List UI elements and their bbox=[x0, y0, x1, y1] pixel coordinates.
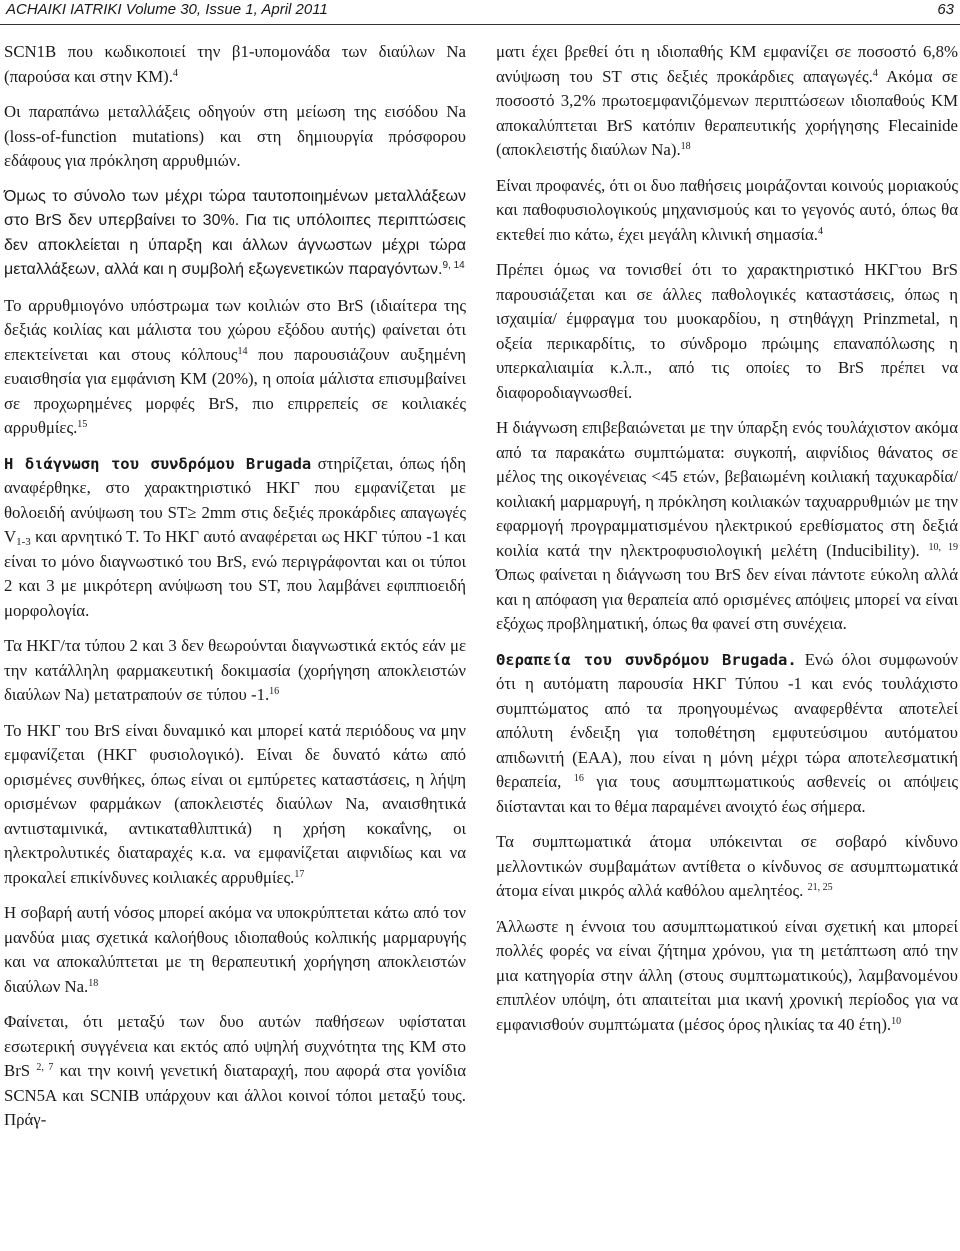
citation: 18 bbox=[680, 141, 691, 152]
citation: 17 bbox=[294, 868, 305, 880]
paragraph: Τα συμπτωματικά άτομα υπόκεινται σε σοβαρό κίνδυνο μελλοντικών συμβαμάτων αντίθετα ο κίνδυνος σε ασυμπτωματικά άτομα είναι μικρός αλλά καθόλου αμελητέος. $^{21, 25}$ bbox=[496, 832, 958, 900]
citation: 4 bbox=[818, 225, 823, 237]
citation: 10 bbox=[891, 1015, 902, 1027]
citation: 18 bbox=[88, 977, 99, 989]
page-number: 63 bbox=[937, 1, 954, 18]
section-heading: Θεραπεία του συνδρόμου Brugada. bbox=[496, 650, 797, 669]
citation: 2, 7 bbox=[36, 1062, 54, 1073]
running-header bbox=[0, 0, 960, 25]
left-column bbox=[4, 40, 466, 1144]
paragraph: Όμως το σύνολο των μέχρι τώρα ταυτοποιημένων μεταλλάξεων στο BrS δεν υπερβαίνει το 30%. Για τις υπόλοιπες περιπτώσεις δεν αποκλείεται η ύπαρξη και άλλων άγνωστων μέχρι τώρα μεταλλάξεων, αλλά και η συμβολή εξωγενετικών παραγόντων.$^{9, 14}$ bbox=[4, 187, 466, 278]
paragraph: Η σοβαρή αυτή νόσος μπορεί ακόμα να υποκρύπτεται κάτω από τον μανδύα μιας σχετικά καλοήθους ιδιοπαθούς κολπικής μαρμαρυγής και να αποκαλύπτεται με τη θεραπευτική χορήγηση αποκλειστών διαύλων Na.$^{18}$ bbox=[4, 903, 466, 996]
citation: 21, 25 bbox=[807, 882, 833, 893]
paragraph: ματι έχει βρεθεί ότι η ιδιοπαθής ΚΜ εμφανίζει σε ποσοστό 6,8% ανύψωση του ST στις δεξιές προκάρδιες απαγωγές.$^4$ Ακόμα σε ποσοστό 3,2% πρωτοεμφανιζόμενων περιπτώσεων ιδιοπαθούς ΚΜ αποκαλύπτεται BrS κατόπιν θεραπευτικής χορήγησης Flecainide (αποκλειστής διαύλων Na).$^{18}$ bbox=[496, 42, 958, 159]
citation: 10, 19 bbox=[928, 541, 958, 553]
paragraph: Άλλωστε η έννοια του ασυμπτωματικού είναι σχετική και μπορεί πολλές φορές να είναι ζήτημα χρόνου, για τη μετάπτωση από την μια κατηγορία στην άλλη (στους συμπτωματικούς), λαμβανομένου επιπλέον υπόψη, ότι απαιτείται μια ικανή χρονική περίοδος για να εμφανισθούν συμπτώματα (μέσος όρος ηλικίας τα 40 έτη).$^{10}$ bbox=[496, 916, 958, 1034]
citation: 16 bbox=[269, 686, 280, 697]
journal-title: ACHAIKI IATRIKI Volume 30, Issue 1, April 2011 bbox=[6, 1, 328, 18]
citation: 4 bbox=[172, 67, 178, 79]
paragraph: Θεραπεία του συνδρόμου Brugada. Ενώ όλοι συμφωνούν ότι η αυτόματη παρουσία ΗΚΓ Τύπου -1 και ενός τουλάχιστο συμπτώματος από τα προηγουμένως αναφερθέντα αποτελεί απόλυτη ένδειξη για τοποθέτηση εμφυτεύσιμου αυτόματου απιδωνιτή (ΕΑΑ), που είναι η μόνη μέχρι τώρα αποτελεσματική θεραπεία, $^{16}$ για τους ασυμπτωματικούς ασθενείς οι απόψεις διίστανται και το θέμα παραμένει ανοιχτό έως σήμερα. bbox=[496, 649, 958, 816]
citation: 4 bbox=[872, 67, 878, 79]
paragraph: Οι παραπάνω μεταλλάξεις οδηγούν στη μείωση της εισόδου Na (loss-of-function mutations) και στη δημιουργία πρόσφορου εδάφους για πρόκληση αρρυθμιών. bbox=[4, 102, 466, 170]
citation: 14 bbox=[237, 345, 248, 357]
paragraph: Είναι προφανές, ότι οι δυο παθήσεις μοιράζονται κοινούς μοριακούς και παθοφυσιολογικούς μηχανισμούς και το γεγονός αυτό, όπως θα εκτεθεί πιο κάτω, έχει μεγάλη κλινική σημασία.$^4$ bbox=[496, 175, 958, 244]
paragraph: Το ΗΚΓ του BrS είναι δυναμικό και μπορεί κατά περιόδους να μην εμφανίζεται (ΗΚΓ φυσιολογικό). Είναι δε δυνατό κάτω από ορισμένες συνθήκες, όπως είναι οι εμπύρετες καταστάσεις, η λήψη ορισμένων φαρμάκων (αποκλειστές διαύλων Na, αναισθητικά αντιισταμινικά, αντικαταθλιπτικά) η χρήση κοκαΐνης, οι ηλεκτρολυτικές διαταραχές κ.α. να εμφανίζεται αιφνιδίως και να προκαλεί επικίνδυνες κοιλιακές αρρυθμίες.$^{17}$ bbox=[4, 720, 466, 887]
citation: 16 bbox=[573, 773, 584, 784]
citation: 15 bbox=[77, 419, 88, 430]
paragraph: SCN1B που κωδικοποιεί την β1-υπομονάδα των διαύλων Na (παρούσα και στην ΚΜ).$^4$ bbox=[4, 42, 466, 86]
section-heading: Η διάγνωση του συνδρόμου Brugada bbox=[4, 454, 312, 473]
paragraph: Πρέπει όμως να τονισθεί ότι το χαρακτηριστικό ΗΚΓτου BrS παρουσιάζεται και σε άλλες παθολογικές καταστάσεις, όπως η ισχαιμία/ έμφραγμα του μυοκαρδίου, η στηθάγχη Prinzmetal, η οξεία περικαρδίτις, το σύνδρομο πρώιμης επαναπόλωσης η υπερκαλιαιμία κ.λ.π., από τις οποίες το BrS πρέπει να διαφοροδιαγνωσθεί. bbox=[496, 260, 958, 402]
right-column bbox=[496, 40, 958, 1048]
paragraph: Η διάγνωση του συνδρόμου Brugada στηρίζεται, όπως ήδη αναφέρθηκε, στο χαρακτηριστικό ΗΚΓ που εμφανίζεται με θολοειδή ανύψωση του ST≥ 2mm στις δεξιές προκάρδιες απαγωγές $V_{1-3}$ και αρνητικό Τ. Το ΗΚΓ αυτό αναφέρεται ως ΗΚΓ τύπου -1 και είναι το μόνο διαγνωστικό του BrS, ενώ περιγράφονται και οι τύποι 2 και 3 με μικρότερη ανύψωση του ST, που λαμβάνει εφιππιοειδή μορφολογία. bbox=[4, 453, 466, 620]
paragraph: Τα ΗΚΓ/τα τύπου 2 και 3 δεν θεωρούνται διαγνωστικά εκτός εάν με την κατάλληλη φαρμακευτική δοκιμασία (χορήγηση αποκλειστών διαύλων Na) μετατραπούν σε τύπου -1.16 bbox=[4, 636, 466, 704]
paragraph: Φαίνεται, ότι μεταξύ των δυο αυτών παθήσεων υφίσταται εσωτερική συγγένεια και εκτός από υψηλή συχνότητα της ΚΜ στο BrS $^{2, 7}$ και την κοινή γενετική διαταραχή, που αφορά στα γονίδια SCN5A και SCNIB υπάρχουν και άλλοι κοινοί τόποι μεταξύ τους. Πράγ- bbox=[4, 1012, 467, 1129]
paragraph: Το αρρυθμιογόνο υπόστρωμα των κοιλιών στο BrS (ιδιαίτερα της δεξιάς κοιλίας και μάλιστα του χώρου εξόδου αυτής) φαίνεται ότι επεκτείνεται και στους κόλπους$^{14}$ που παρουσιάζουν αυξημένη ευαισθησία για εμφάνιση ΚΜ (20%), η οποία μάλιστα επισυμβαίνει σε προχωρημένες μορφές BrS, πιο επιρρεπείς σε κοιλιακές αρρυθμίες.$^{15}$ bbox=[4, 295, 467, 437]
paragraph: Η διάγνωση επιβεβαιώνεται με την ύπαρξη ενός τουλάχιστον ακόμα από τα παρακάτω συμπτώματα: συγκοπή, αιφνίδιος θάνατος σε μέλος της οικογένειας <45 ετών, βεβαιωμένη κοιλιακή ταχυκαρδία/κοιλιακή μαρμαρυγή, η πρόκληση κοιλιακών ταχυαρρυθμιών με την εφαρμογή προγραμματισμένου ηλεκτρικού ερεθίσματος στη δεξιά κοιλία κατά την ηλεκτροφυσιολογική μελέτη (Inducibility). $^{10, 19}$ Όπως φαίνεται η διάγνωση του BrS δεν είναι πάντοτε εύκολη αλλά και η απόφαση για θεραπεία από ορισμένες απόψεις μπορεί να είναι εξόχως προβληματική, όπως θα φανεί στη συνέχεια. bbox=[496, 418, 958, 633]
citation: 9, 14 bbox=[442, 260, 465, 271]
